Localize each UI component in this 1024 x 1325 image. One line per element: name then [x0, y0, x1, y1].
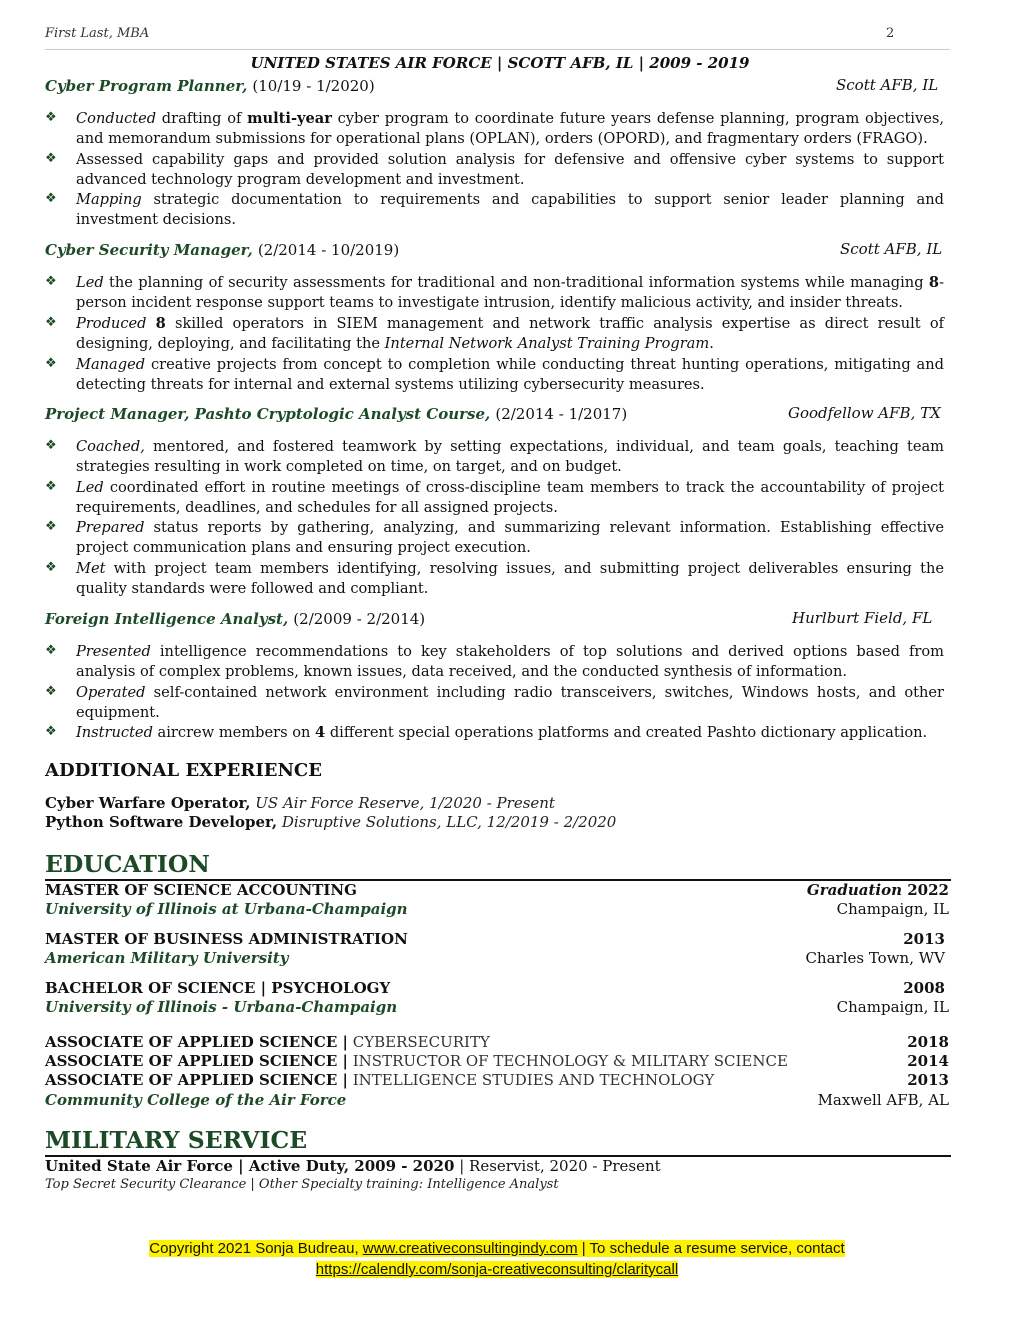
section-heading-military: MILITARY SERVICE	[45, 1126, 308, 1154]
job-location: Scott AFB, IL	[840, 240, 943, 258]
degree-title: ASSOCIATE OF APPLIED SCIENCE | CYBERSECURITY	[45, 1033, 490, 1051]
diamond-bullet-icon: ❖	[45, 110, 57, 125]
diamond-bullet-icon: ❖	[45, 684, 57, 699]
diamond-bullet-icon: ❖	[45, 151, 57, 166]
header-divider	[45, 49, 950, 50]
job-title: Project Manager, Pashto Cryptologic Analyst Course,	[45, 405, 491, 423]
diamond-bullet-icon: ❖	[45, 356, 57, 371]
degree-title: MASTER OF BUSINESS ADMINISTRATION	[45, 930, 408, 948]
job-dates: (10/19 - 1/2020)	[252, 77, 375, 95]
header-name: First Last, MBA	[45, 26, 150, 41]
section-heading-additional: ADDITIONAL EXPERIENCE	[45, 760, 322, 781]
school-name: Community College of the Air Force	[45, 1091, 347, 1109]
diamond-bullet-icon: ❖	[45, 479, 57, 494]
calendly-link[interactable]: https://calendly.com/sonja-creativeconsulting/claritycall	[315, 1261, 679, 1278]
job-location: Goodfellow AFB, TX	[788, 404, 941, 422]
diamond-bullet-icon: ❖	[45, 724, 57, 739]
graduation-date: 2014	[907, 1052, 949, 1070]
employer-heading: UNITED STATES AIR FORCE | SCOTT AFB, IL | 2009 - 2019	[250, 54, 750, 72]
job-dates: (2/2014 - 1/2017)	[495, 405, 628, 423]
degree-title: ASSOCIATE OF APPLIED SCIENCE | INTELLIGENCE STUDIES AND TECHNOLOGY	[45, 1071, 715, 1089]
website-link[interactable]: www.creativeconsultingindy.com	[362, 1240, 578, 1257]
graduation-date: 2018	[907, 1033, 949, 1051]
additional-item: Cyber Warfare Operator, US Air Force Reserve, 1/2020 - Present	[45, 794, 555, 812]
graduation-date: 2013	[907, 1071, 949, 1089]
calendly-line	[0, 1261, 994, 1278]
clearance-line: Top Secret Security Clearance | Other Specialty training: Intelligence Analyst	[45, 1177, 559, 1192]
school-name: University of Illinois - Urbana-Champaign	[45, 998, 398, 1016]
school-location: Charles Town, WV	[805, 949, 945, 967]
job-title: Cyber Program Planner,	[45, 77, 248, 95]
job-dates: (2/2014 - 10/2019)	[257, 241, 400, 259]
job-heading	[45, 76, 950, 95]
copyright-line: Copyright 2021 Sonja Budreau, www.creativeconsultingindy.com | To schedule a resume service, contact	[149, 1240, 845, 1257]
diamond-bullet-icon: ❖	[45, 643, 57, 658]
job-title: Cyber Security Manager,	[45, 241, 253, 259]
additional-item: Python Software Developer, Disruptive Solutions, LLC, 12/2019 - 2/2020	[45, 813, 617, 831]
diamond-bullet-icon: ❖	[45, 519, 57, 534]
degree-title: BACHELOR OF SCIENCE | PSYCHOLOGY	[45, 979, 391, 997]
degree-title: MASTER OF SCIENCE ACCOUNTING	[45, 881, 357, 899]
diamond-bullet-icon: ❖	[45, 560, 57, 575]
job-title: Foreign Intelligence Analyst,	[45, 610, 289, 628]
page-number: 2	[886, 26, 895, 41]
job-location: Hurlburt Field, FL	[792, 609, 933, 627]
graduation-date: Graduation 2022	[806, 881, 949, 899]
degree-title: ASSOCIATE OF APPLIED SCIENCE | INSTRUCTOR OF TECHNOLOGY & MILITARY SCIENCE	[45, 1052, 788, 1070]
school-location: Champaign, IL	[836, 998, 949, 1016]
school-name: University of Illinois at Urbana-Champaign	[45, 900, 408, 918]
job-dates: (2/2009 - 2/2014)	[293, 610, 426, 628]
diamond-bullet-icon: ❖	[45, 191, 57, 206]
diamond-bullet-icon: ❖	[45, 438, 57, 453]
military-service-line: United State Air Force | Active Duty, 2009 - 2020 | Reservist, 2020 - Present	[45, 1157, 661, 1175]
job-location: Scott AFB, IL	[836, 76, 939, 94]
diamond-bullet-icon: ❖	[45, 315, 57, 330]
graduation-date: 2008	[903, 979, 945, 997]
school-location: Maxwell AFB, AL	[817, 1091, 949, 1109]
diamond-bullet-icon: ❖	[45, 274, 57, 289]
graduation-date: 2013	[903, 930, 945, 948]
job-heading	[45, 240, 950, 259]
section-heading-education: EDUCATION	[45, 850, 210, 878]
school-name: American Military University	[45, 949, 289, 967]
school-location: Champaign, IL	[836, 900, 949, 918]
